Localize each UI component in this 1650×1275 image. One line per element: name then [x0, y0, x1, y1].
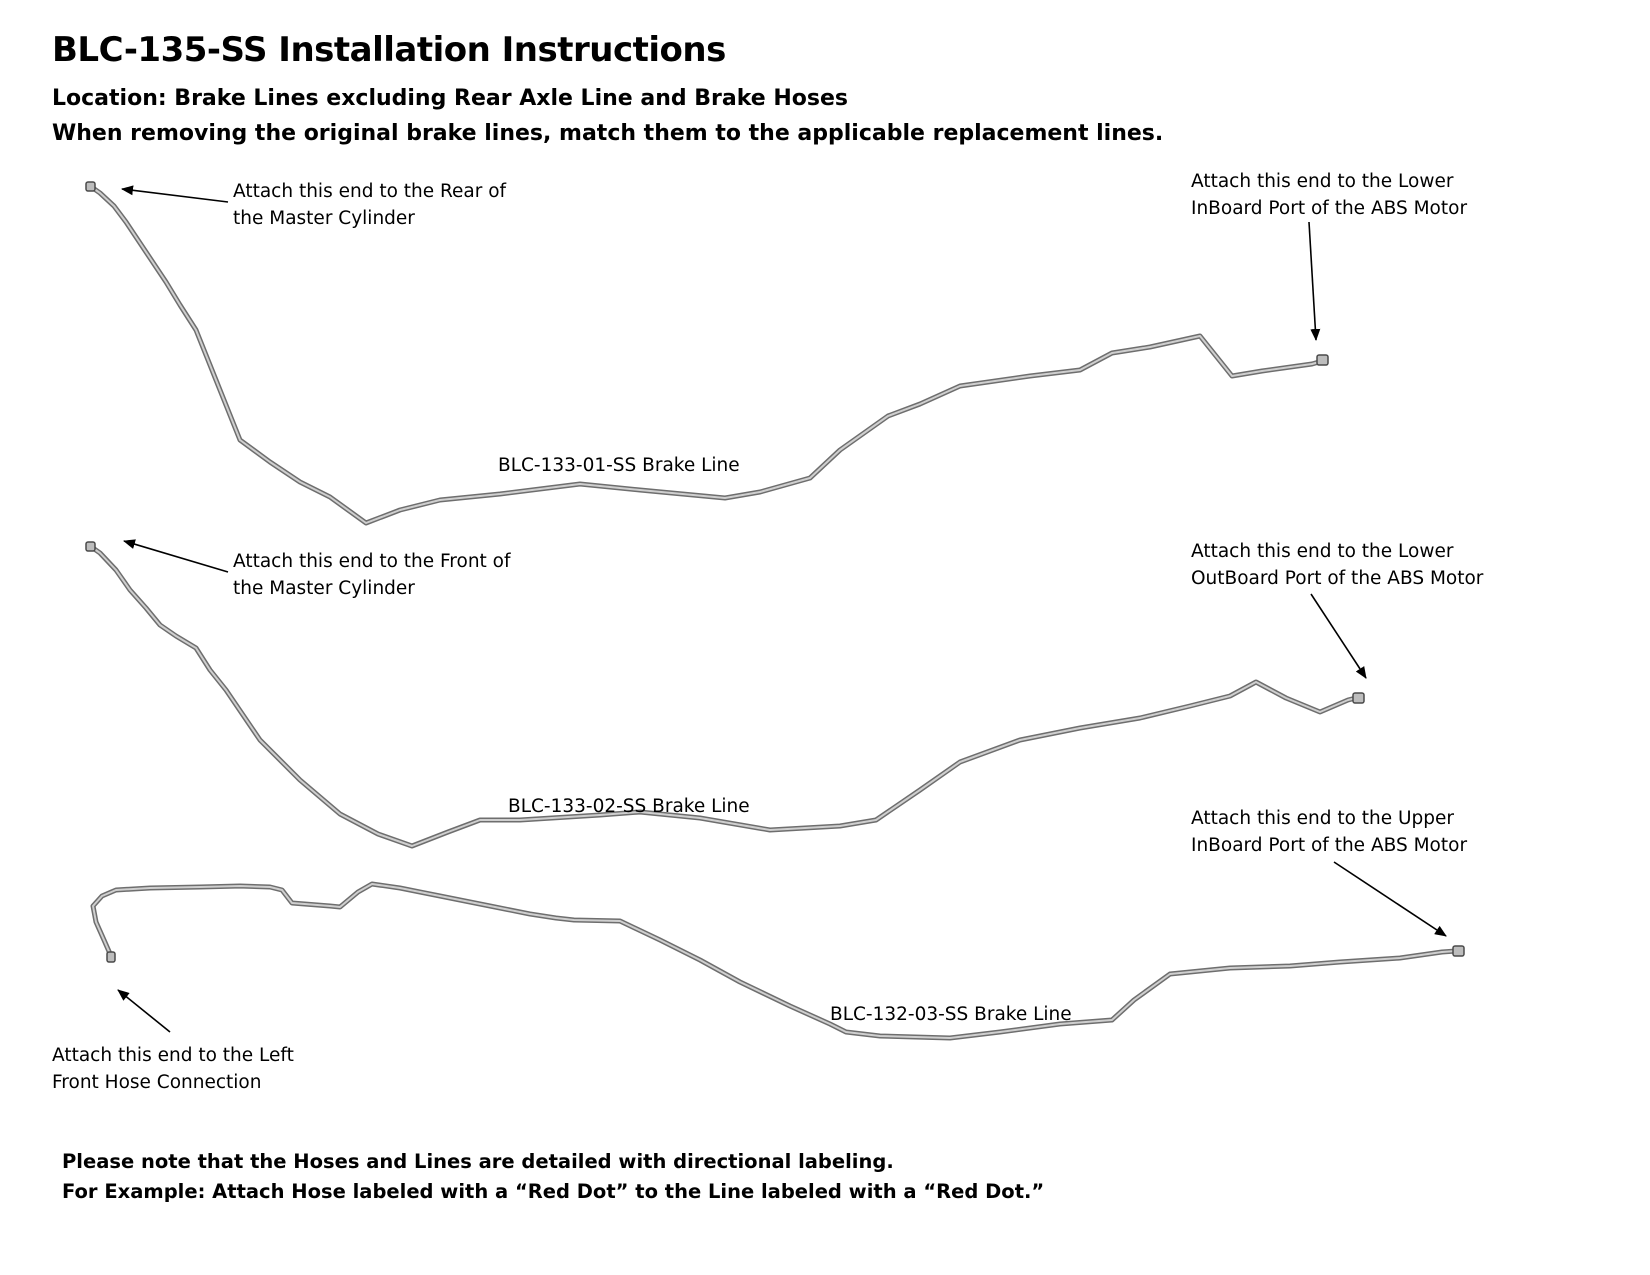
line-1-end-label: Attach this end to the Lower InBoard Port of the ABS Motor	[1191, 171, 1468, 219]
line-1-start-label: Attach this end to the Rear of the Master Cylinder	[233, 181, 507, 229]
arrow-icon	[1309, 222, 1316, 340]
flare-nut-icon	[86, 182, 95, 191]
location-subtitle: Location: Brake Lines excluding Rear Axle Line and Brake Hoses	[52, 86, 848, 111]
line-3-start-label: Attach this end to the Left Front Hose Connection	[52, 1045, 294, 1093]
directional-labeling-note: Please note that the Hoses and Lines are detailed with directional labeling.	[62, 1150, 894, 1173]
flare-nut-icon	[107, 952, 115, 962]
flare-nut-icon	[1453, 946, 1464, 956]
line-1-part-number: BLC-133-01-SS Brake Line	[498, 455, 740, 476]
line-2-end-label: Attach this end to the Lower OutBoard Port of the ABS Motor	[1191, 541, 1484, 589]
line-3-end-label: Attach this end to the Upper InBoard Port of the ABS Motor	[1191, 808, 1468, 856]
arrow-icon	[1311, 594, 1366, 678]
arrow-icon	[124, 541, 228, 572]
red-dot-example-note: For Example: Attach Hose labeled with a “Red Dot” to the Line labeled with a “Red Dot.”	[62, 1180, 1045, 1203]
document-title: BLC-135-SS Installation Instructions	[52, 30, 726, 70]
arrow-icon	[1334, 862, 1446, 936]
arrow-icon	[122, 189, 228, 202]
flare-nut-icon	[1317, 355, 1328, 365]
line-2-start-label: Attach this end to the Front of the Master Cylinder	[233, 551, 511, 599]
line-2-part-number: BLC-133-02-SS Brake Line	[508, 796, 750, 817]
brake-line-3	[93, 862, 1464, 1038]
line-3-part-number: BLC-132-03-SS Brake Line	[830, 1004, 1072, 1025]
flare-nut-icon	[1353, 693, 1364, 703]
brake-line-3-tube	[93, 884, 1456, 1038]
arrow-icon	[118, 990, 170, 1032]
flare-nut-icon	[86, 542, 95, 551]
removal-instruction: When removing the original brake lines, match them to the applicable replacement lines.	[52, 121, 1164, 146]
